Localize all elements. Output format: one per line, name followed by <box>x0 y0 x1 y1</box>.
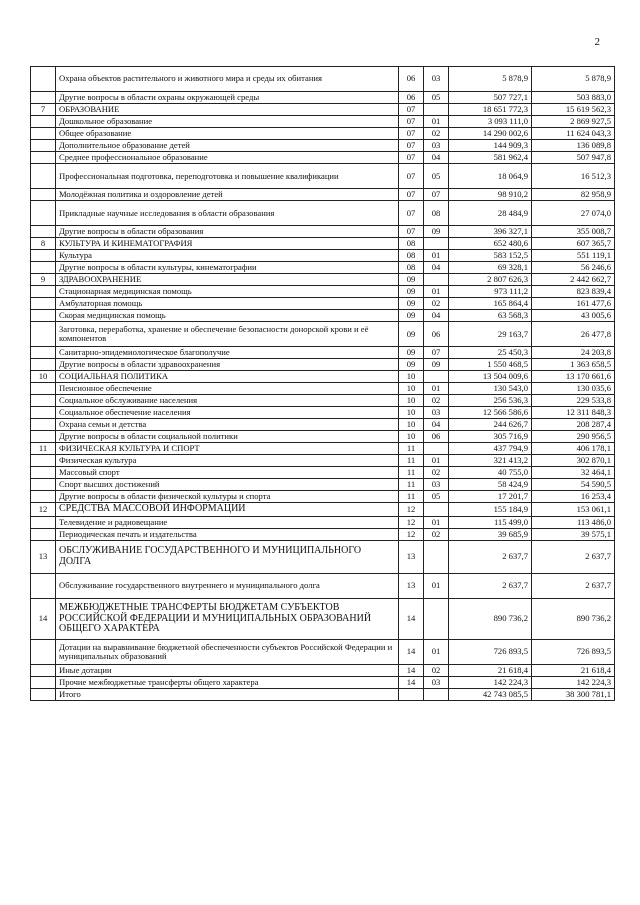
subsection-code <box>424 238 449 250</box>
table-row <box>31 164 615 189</box>
section-code: 10 <box>399 383 424 395</box>
amount-plan: 581 962,4 <box>449 152 532 164</box>
section-code: 12 <box>399 528 424 540</box>
subsection-code: 02 <box>424 298 449 310</box>
table-row <box>31 371 615 383</box>
amount-actual: 11 624 043,3 <box>532 128 615 140</box>
subsection-code: 03 <box>424 407 449 419</box>
row-number <box>31 676 56 688</box>
row-number: 8 <box>31 238 56 250</box>
subsection-code: 04 <box>424 310 449 322</box>
row-number <box>31 573 56 598</box>
table-row <box>31 140 615 152</box>
amount-actual: 607 365,7 <box>532 238 615 250</box>
row-name: Скорая медицинская помощь <box>56 310 399 322</box>
row-name: Стационарная медицинская помощь <box>56 286 399 298</box>
subsection-code: 02 <box>424 528 449 540</box>
amount-plan: 39 685,9 <box>449 528 532 540</box>
subsection-code: 02 <box>424 395 449 407</box>
amount-plan: 115 499,0 <box>449 516 532 528</box>
amount-actual: 12 311 848,3 <box>532 407 615 419</box>
row-number <box>31 128 56 140</box>
section-code: 09 <box>399 286 424 298</box>
row-name: Периодическая печать и издательства <box>56 528 399 540</box>
subsection-code: 03 <box>424 676 449 688</box>
row-number <box>31 383 56 395</box>
amount-actual: 503 883,0 <box>532 92 615 104</box>
row-name: Социальное обслуживание населения <box>56 395 399 407</box>
table-row <box>31 516 615 528</box>
table-row <box>31 503 615 517</box>
row-number <box>31 152 56 164</box>
table-row <box>31 310 615 322</box>
row-number <box>31 516 56 528</box>
amount-actual: 2 637,7 <box>532 573 615 598</box>
row-number <box>31 455 56 467</box>
amount-actual: 5 878,9 <box>532 67 615 92</box>
table-row <box>31 322 615 347</box>
amount-plan: 256 536,3 <box>449 395 532 407</box>
row-name: ЗДРАВООХРАНЕНИЕ <box>56 274 399 286</box>
table-row <box>31 431 615 443</box>
amount-actual: 290 956,5 <box>532 431 615 443</box>
amount-actual: 16 512,3 <box>532 164 615 189</box>
amount-actual: 21 618,4 <box>532 664 615 676</box>
table-row <box>31 598 615 639</box>
subsection-code <box>424 443 449 455</box>
row-number <box>31 491 56 503</box>
amount-plan: 69 328,1 <box>449 262 532 274</box>
subsection-code: 01 <box>424 573 449 598</box>
row-number: 7 <box>31 104 56 116</box>
row-name: Другие вопросы в области здравоохранения <box>56 359 399 371</box>
table-row <box>31 395 615 407</box>
row-name: Итого <box>56 689 399 701</box>
table-row <box>31 689 615 701</box>
row-number <box>31 201 56 226</box>
amount-actual: 13 170 661,6 <box>532 371 615 383</box>
subsection-code: 01 <box>424 639 449 664</box>
row-name: Дошкольное образование <box>56 116 399 128</box>
subsection-code: 03 <box>424 479 449 491</box>
subsection-code: 01 <box>424 383 449 395</box>
amount-plan: 165 864,4 <box>449 298 532 310</box>
row-number <box>31 298 56 310</box>
amount-actual: 208 287,4 <box>532 419 615 431</box>
section-code: 08 <box>399 238 424 250</box>
section-code: 07 <box>399 104 424 116</box>
section-code: 09 <box>399 347 424 359</box>
row-number <box>31 310 56 322</box>
row-name: Прикладные научные исследования в области образования <box>56 201 399 226</box>
amount-actual: 136 089,8 <box>532 140 615 152</box>
section-code: 10 <box>399 371 424 383</box>
amount-plan: 2 637,7 <box>449 540 532 573</box>
row-name: ОБРАЗОВАНИЕ <box>56 104 399 116</box>
amount-actual: 890 736,2 <box>532 598 615 639</box>
section-code: 07 <box>399 164 424 189</box>
amount-plan: 25 450,3 <box>449 347 532 359</box>
row-number: 12 <box>31 503 56 517</box>
table-row <box>31 226 615 238</box>
subsection-code: 07 <box>424 347 449 359</box>
table-row <box>31 274 615 286</box>
amount-plan: 2 807 626,3 <box>449 274 532 286</box>
subsection-code: 03 <box>424 67 449 92</box>
amount-actual: 726 893,5 <box>532 639 615 664</box>
section-code: 14 <box>399 676 424 688</box>
row-number <box>31 639 56 664</box>
table-row <box>31 152 615 164</box>
subsection-code: 06 <box>424 431 449 443</box>
amount-actual: 56 246,6 <box>532 262 615 274</box>
amount-plan: 40 755,0 <box>449 467 532 479</box>
subsection-code: 05 <box>424 164 449 189</box>
amount-actual: 54 590,5 <box>532 479 615 491</box>
row-name: Другие вопросы в области культуры, кинематографии <box>56 262 399 274</box>
amount-plan: 13 504 009,6 <box>449 371 532 383</box>
subsection-code: 01 <box>424 516 449 528</box>
amount-actual: 2 869 927,5 <box>532 116 615 128</box>
row-name: Дотации на выравнивание бюджетной обеспеченности субъектов Российской Федерации и муниципальных образований <box>56 639 399 664</box>
row-number <box>31 286 56 298</box>
section-code: 08 <box>399 250 424 262</box>
row-name: Обслуживание государственного внутреннего и муниципального долга <box>56 573 399 598</box>
row-number <box>31 479 56 491</box>
amount-plan: 2 637,7 <box>449 573 532 598</box>
amount-actual: 26 477,8 <box>532 322 615 347</box>
row-name: Дополнительное образование детей <box>56 140 399 152</box>
amount-plan: 130 543,0 <box>449 383 532 395</box>
table-row <box>31 116 615 128</box>
subsection-code: 09 <box>424 226 449 238</box>
amount-plan: 98 910,2 <box>449 189 532 201</box>
section-code: 11 <box>399 455 424 467</box>
amount-actual: 507 947,8 <box>532 152 615 164</box>
section-code: 08 <box>399 262 424 274</box>
row-number <box>31 250 56 262</box>
section-code: 09 <box>399 274 424 286</box>
table-row <box>31 540 615 573</box>
subsection-code: 02 <box>424 128 449 140</box>
subsection-code: 02 <box>424 467 449 479</box>
row-number: 13 <box>31 540 56 573</box>
section-code: 13 <box>399 540 424 573</box>
amount-actual: 113 486,0 <box>532 516 615 528</box>
row-name: СРЕДСТВА МАССОВОЙ ИНФОРМАЦИИ <box>56 503 399 517</box>
amount-plan: 244 626,7 <box>449 419 532 431</box>
row-name: Охрана семьи и детства <box>56 419 399 431</box>
subsection-code: 05 <box>424 491 449 503</box>
row-number <box>31 347 56 359</box>
row-number <box>31 92 56 104</box>
subsection-code: 06 <box>424 322 449 347</box>
amount-plan: 437 794,9 <box>449 443 532 455</box>
row-name: Прочие межбюджетные трансферты общего характера <box>56 676 399 688</box>
row-number <box>31 322 56 347</box>
amount-actual: 27 074,0 <box>532 201 615 226</box>
subsection-code: 04 <box>424 419 449 431</box>
amount-plan: 652 480,6 <box>449 238 532 250</box>
table-row <box>31 128 615 140</box>
subsection-code: 04 <box>424 262 449 274</box>
table-row <box>31 250 615 262</box>
subsection-code <box>424 104 449 116</box>
amount-actual: 32 464,1 <box>532 467 615 479</box>
budget-table <box>30 66 615 701</box>
row-number <box>31 67 56 92</box>
table-row <box>31 528 615 540</box>
amount-actual: 16 253,4 <box>532 491 615 503</box>
section-code: 12 <box>399 503 424 517</box>
table-row <box>31 639 615 664</box>
row-name: КУЛЬТУРА И КИНЕМАТОГРАФИЯ <box>56 238 399 250</box>
section-code: 11 <box>399 467 424 479</box>
row-number <box>31 395 56 407</box>
row-name: Пенсионное обеспечение <box>56 383 399 395</box>
table-row <box>31 298 615 310</box>
section-code: 10 <box>399 395 424 407</box>
row-name: Среднее профессиональное образование <box>56 152 399 164</box>
amount-actual: 24 203,8 <box>532 347 615 359</box>
amount-plan: 142 224,3 <box>449 676 532 688</box>
row-number <box>31 664 56 676</box>
section-code: 14 <box>399 664 424 676</box>
row-number <box>31 189 56 201</box>
row-number <box>31 262 56 274</box>
row-name: ОБСЛУЖИВАНИЕ ГОСУДАРСТВЕННОГО И МУНИЦИПАЛЬНОГО ДОЛГА <box>56 540 399 573</box>
row-number <box>31 431 56 443</box>
row-name: Спорт высших достижений <box>56 479 399 491</box>
table-row <box>31 383 615 395</box>
table-row <box>31 573 615 598</box>
amount-plan: 63 568,3 <box>449 310 532 322</box>
table-row <box>31 238 615 250</box>
row-number <box>31 407 56 419</box>
table-row <box>31 359 615 371</box>
row-name: Массовый спорт <box>56 467 399 479</box>
section-code: 12 <box>399 516 424 528</box>
amount-actual: 229 533,8 <box>532 395 615 407</box>
section-code <box>399 689 424 701</box>
amount-actual: 823 839,4 <box>532 286 615 298</box>
amount-plan: 1 550 468,5 <box>449 359 532 371</box>
table-row <box>31 455 615 467</box>
row-name: Культура <box>56 250 399 262</box>
table-row <box>31 201 615 226</box>
row-name: Иные дотации <box>56 664 399 676</box>
amount-plan: 305 716,9 <box>449 431 532 443</box>
amount-plan: 396 327,1 <box>449 226 532 238</box>
table-row <box>31 407 615 419</box>
row-name: Другие вопросы в области образования <box>56 226 399 238</box>
amount-actual: 153 061,1 <box>532 503 615 517</box>
row-number <box>31 689 56 701</box>
row-name: Охрана объектов растительного и животного мира и среды их обитания <box>56 67 399 92</box>
section-code: 14 <box>399 639 424 664</box>
section-code: 14 <box>399 598 424 639</box>
subsection-code: 01 <box>424 116 449 128</box>
amount-actual: 302 870,1 <box>532 455 615 467</box>
table-row <box>31 347 615 359</box>
subsection-code: 08 <box>424 201 449 226</box>
row-name: Амбулаторная помощь <box>56 298 399 310</box>
subsection-code: 01 <box>424 455 449 467</box>
section-code: 10 <box>399 407 424 419</box>
amount-actual: 130 035,6 <box>532 383 615 395</box>
section-code: 07 <box>399 116 424 128</box>
row-name: Общее образование <box>56 128 399 140</box>
section-code: 06 <box>399 67 424 92</box>
subsection-code <box>424 689 449 701</box>
table-row <box>31 443 615 455</box>
amount-plan: 726 893,5 <box>449 639 532 664</box>
row-name: Другие вопросы в области социальной политики <box>56 431 399 443</box>
section-code: 10 <box>399 419 424 431</box>
page-number: 2 <box>594 36 600 48</box>
amount-actual: 551 119,1 <box>532 250 615 262</box>
section-code: 07 <box>399 226 424 238</box>
amount-actual: 1 363 658,5 <box>532 359 615 371</box>
table-row <box>31 262 615 274</box>
row-number: 11 <box>31 443 56 455</box>
amount-actual: 355 008,7 <box>532 226 615 238</box>
table-row <box>31 479 615 491</box>
section-code: 11 <box>399 491 424 503</box>
subsection-code: 07 <box>424 189 449 201</box>
amount-plan: 21 618,4 <box>449 664 532 676</box>
subsection-code <box>424 540 449 573</box>
row-name: МЕЖБЮДЖЕТНЫЕ ТРАНСФЕРТЫ БЮДЖЕТАМ СУБЪЕКТОВ РОССИЙСКОЙ ФЕДЕРАЦИИ И МУНИЦИПАЛЬНЫХ ОБРАЗОВАНИЙ ОБЩЕГО ХАРАКТЕРА <box>56 598 399 639</box>
table-row <box>31 67 615 92</box>
amount-plan: 144 909,3 <box>449 140 532 152</box>
amount-plan: 42 743 085,5 <box>449 689 532 701</box>
section-code: 06 <box>399 92 424 104</box>
amount-plan: 12 566 586,6 <box>449 407 532 419</box>
amount-plan: 14 290 002,6 <box>449 128 532 140</box>
amount-plan: 18 651 772,3 <box>449 104 532 116</box>
subsection-code <box>424 371 449 383</box>
amount-actual: 15 619 562,3 <box>532 104 615 116</box>
subsection-code <box>424 503 449 517</box>
row-name: Другие вопросы в области охраны окружающей среды <box>56 92 399 104</box>
row-number <box>31 226 56 238</box>
section-code: 07 <box>399 140 424 152</box>
amount-plan: 28 484,9 <box>449 201 532 226</box>
row-name: Заготовка, переработка, хранение и обеспечение безопасности донорской крови и её компонентов <box>56 322 399 347</box>
amount-plan: 890 736,2 <box>449 598 532 639</box>
subsection-code: 02 <box>424 664 449 676</box>
section-code: 07 <box>399 189 424 201</box>
subsection-code <box>424 598 449 639</box>
section-code: 09 <box>399 359 424 371</box>
section-code: 09 <box>399 298 424 310</box>
amount-actual: 142 224,3 <box>532 676 615 688</box>
subsection-code: 01 <box>424 250 449 262</box>
section-code: 11 <box>399 443 424 455</box>
section-code: 07 <box>399 201 424 226</box>
amount-actual: 39 575,1 <box>532 528 615 540</box>
amount-actual: 38 300 781,1 <box>532 689 615 701</box>
table-row <box>31 286 615 298</box>
amount-plan: 29 163,7 <box>449 322 532 347</box>
row-number: 10 <box>31 371 56 383</box>
row-number <box>31 359 56 371</box>
table-row <box>31 676 615 688</box>
subsection-code <box>424 274 449 286</box>
amount-actual: 406 178,1 <box>532 443 615 455</box>
amount-plan: 583 152,5 <box>449 250 532 262</box>
amount-actual: 82 958,9 <box>532 189 615 201</box>
row-number <box>31 419 56 431</box>
row-name: Другие вопросы в области физической культуры и спорта <box>56 491 399 503</box>
table-row <box>31 467 615 479</box>
row-name: Профессиональная подготовка, переподготовка и повышение квалификации <box>56 164 399 189</box>
amount-plan: 507 727,1 <box>449 92 532 104</box>
row-name: СОЦИАЛЬНАЯ ПОЛИТИКА <box>56 371 399 383</box>
row-number <box>31 467 56 479</box>
row-name: Социальное обеспечение населения <box>56 407 399 419</box>
table-row <box>31 104 615 116</box>
section-code: 10 <box>399 431 424 443</box>
amount-plan: 5 878,9 <box>449 67 532 92</box>
amount-plan: 17 201,7 <box>449 491 532 503</box>
table-row <box>31 92 615 104</box>
section-code: 07 <box>399 152 424 164</box>
amount-actual: 161 477,6 <box>532 298 615 310</box>
table-row <box>31 189 615 201</box>
subsection-code: 05 <box>424 92 449 104</box>
section-code: 09 <box>399 322 424 347</box>
amount-plan: 973 111,2 <box>449 286 532 298</box>
row-number: 14 <box>31 598 56 639</box>
row-number: 9 <box>31 274 56 286</box>
subsection-code: 01 <box>424 286 449 298</box>
amount-actual: 2 637,7 <box>532 540 615 573</box>
subsection-code: 03 <box>424 140 449 152</box>
section-code: 13 <box>399 573 424 598</box>
amount-plan: 321 413,2 <box>449 455 532 467</box>
row-name: Санитарно-эпидемиологическое благополучие <box>56 347 399 359</box>
amount-actual: 43 005,6 <box>532 310 615 322</box>
section-code: 11 <box>399 479 424 491</box>
section-code: 09 <box>399 310 424 322</box>
row-number <box>31 140 56 152</box>
row-number <box>31 116 56 128</box>
amount-plan: 18 064,9 <box>449 164 532 189</box>
amount-plan: 58 424,9 <box>449 479 532 491</box>
amount-plan: 155 184,9 <box>449 503 532 517</box>
row-name: Телевидение и радиовещание <box>56 516 399 528</box>
section-code: 07 <box>399 128 424 140</box>
amount-plan: 3 093 111,0 <box>449 116 532 128</box>
row-name: ФИЗИЧЕСКАЯ КУЛЬТУРА И СПОРТ <box>56 443 399 455</box>
row-number <box>31 164 56 189</box>
subsection-code: 09 <box>424 359 449 371</box>
table-row <box>31 419 615 431</box>
amount-actual: 2 442 662,7 <box>532 274 615 286</box>
row-number <box>31 528 56 540</box>
row-name: Молодёжная политика и оздоровление детей <box>56 189 399 201</box>
table-row <box>31 664 615 676</box>
table-row <box>31 491 615 503</box>
row-name: Физическая культура <box>56 455 399 467</box>
subsection-code: 04 <box>424 152 449 164</box>
